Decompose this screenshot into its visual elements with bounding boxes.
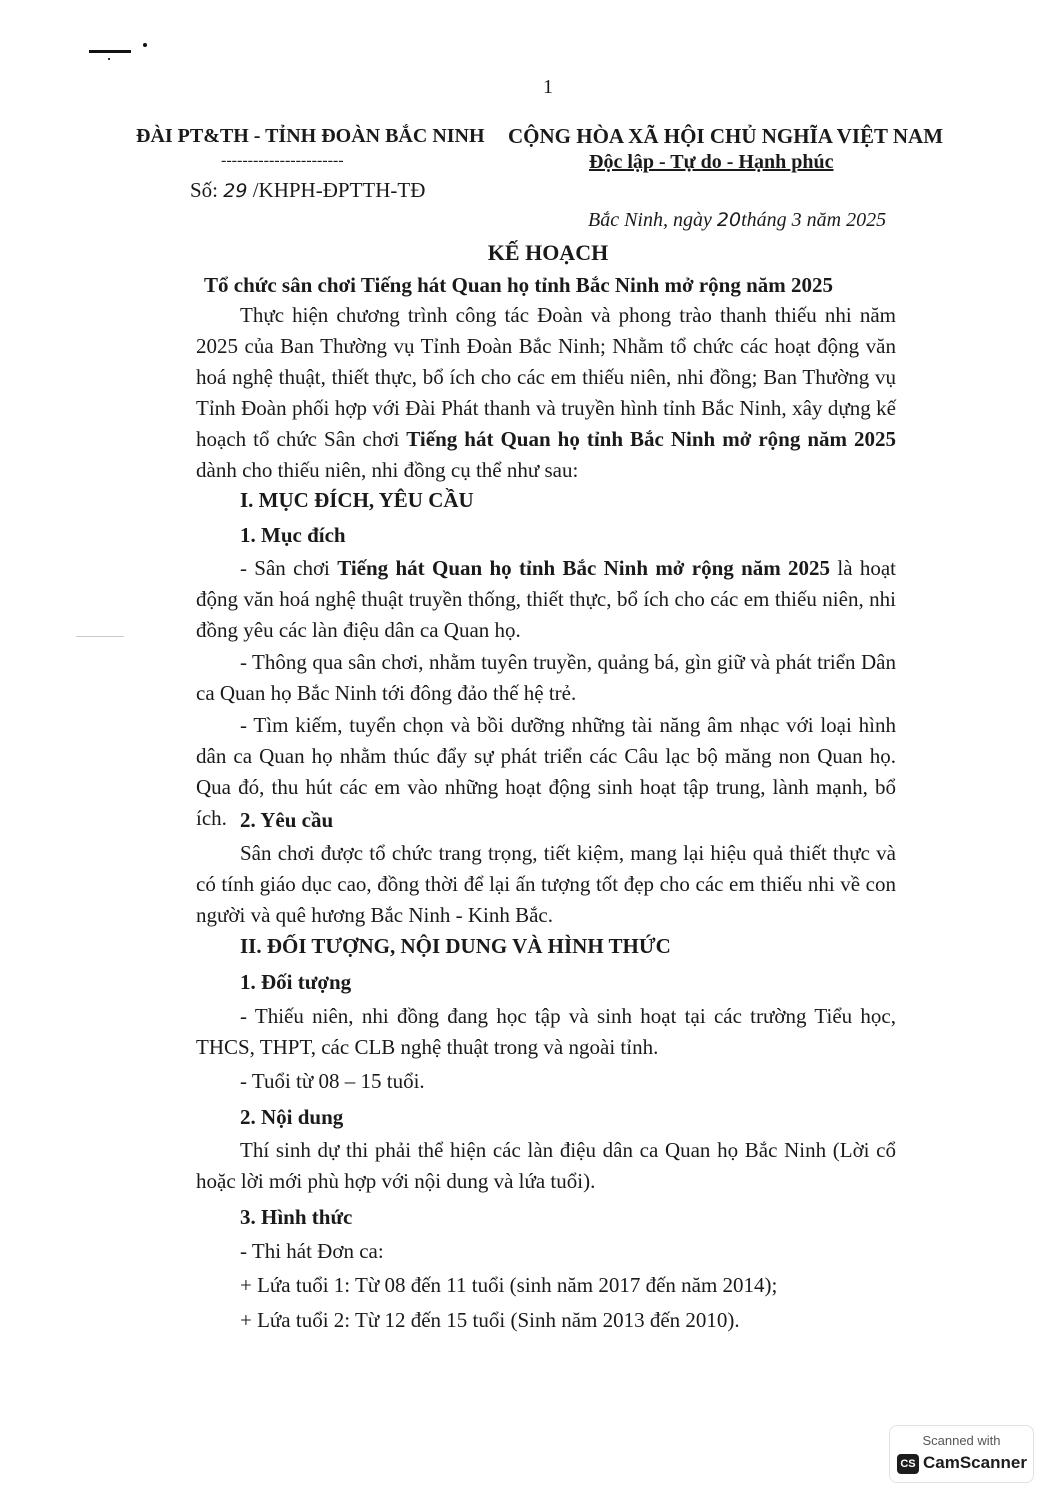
- date-suffix: tháng 3 năm 2025: [741, 209, 887, 231]
- doc-no-prefix: Số:: [190, 178, 219, 202]
- national-motto: Độc lập - Tự do - Hạnh phúc: [589, 151, 834, 173]
- scan-mark: [108, 58, 110, 60]
- camscanner-watermark: [889, 1425, 1034, 1483]
- form-paragraph-1: - Thi hát Đơn ca:: [240, 1239, 384, 1263]
- intro-text-1: Thực hiện chương trình công tác Đoàn và phong trào thanh thiếu nhi năm 2025 của Ban Thường vụ Tỉnh Đoàn Bắc Ninh; Nhằm tổ chức các hoạt động văn hoá nghệ thuật, thiết thực, bổ ích cho các em thiếu niên, nhi đồng; Ban Thường vụ Tỉnh Đoàn phối hợp với Đài Phát thanh và truyền hình tỉnh Bắc Ninh, xây dựng kế hoạch tổ chức Sân chơi: [196, 303, 896, 451]
- document-title: KẾ HOẠCH: [487, 240, 609, 265]
- scanned-with-label: Scanned with: [922, 1433, 1001, 1448]
- target-paragraph-1: - Thiếu niên, nhi đồng đang học tập và sinh hoạt tại các trường Tiểu học, THCS, THPT, các CLB nghệ thuật trong và ngoài tỉnh.: [196, 1004, 896, 1059]
- section-1-sub-1: 1. Mục đích: [240, 523, 346, 547]
- date-line: [588, 206, 886, 234]
- page-number: 1: [543, 76, 553, 98]
- section-2-sub-2: 2. Nội dung: [240, 1105, 344, 1129]
- form-paragraph-3: + Lứa tuổi 2: Từ 12 đến 15 tuổi (Sinh năm 2013 đến 2010).: [240, 1308, 740, 1332]
- form-paragraph-2: + Lứa tuổi 1: Từ 08 đến 11 tuổi (sinh năm 2017 đến năm 2014);: [240, 1273, 778, 1297]
- doc-no-handwritten: 29: [223, 180, 248, 202]
- intro-text-2: dành cho thiếu niên, nhi đồng cụ thể như sau:: [196, 458, 579, 482]
- intro-paragraph: [196, 300, 896, 486]
- camscanner-brand: CamScanner: [923, 1453, 1027, 1472]
- camscanner-logo-icon: CS: [897, 1454, 919, 1474]
- org-rule: -----------------------: [221, 152, 344, 169]
- scan-mark: [143, 43, 147, 47]
- doc-no-suffix: /KHPH-ĐPTTH-TĐ: [252, 178, 426, 202]
- document-subtitle: Tổ chức sân chơi Tiếng hát Quan họ tỉnh Bắc Ninh mở rộng năm 2025: [204, 273, 834, 297]
- content-paragraph: Thí sinh dự thi phải thể hiện các làn điệu dân ca Quan họ Bắc Ninh (Lời cổ hoặc lời mới phù hợp với nội dung và lứa tuổi).: [196, 1138, 896, 1193]
- section-2-heading: II. ĐỐI TƯỢNG, NỘI DUNG VÀ HÌNH THỨC: [240, 934, 671, 958]
- purpose-paragraph-2: - Thông qua sân chơi, nhằm tuyên truyền, quảng bá, gìn giữ và phát triển Dân ca Quan họ Bắc Ninh tới đông đảo thế hệ trẻ.: [196, 650, 896, 705]
- section-1-sub-2: 2. Yêu cầu: [240, 808, 334, 832]
- issuing-organization: ĐÀI PT&TH - TỈNH ĐOÀN BẮC NINH: [136, 125, 485, 147]
- document-number: [190, 176, 425, 205]
- date-prefix: Bắc Ninh, ngày: [588, 209, 712, 231]
- intro-text-bold: Tiếng hát Quan họ tỉnh Bắc Ninh mở rộng năm 2025: [406, 427, 897, 451]
- target-paragraph-2: - Tuổi từ 08 – 15 tuổi.: [240, 1069, 425, 1093]
- national-title: CỘNG HÒA XÃ HỘI CHỦ NGHĨA VIỆT NAM: [508, 124, 944, 148]
- section-2-sub-1: 1. Đối tượng: [240, 970, 352, 994]
- requirement-paragraph: Sân chơi được tổ chức trang trọng, tiết kiệm, mang lại hiệu quả thiết thực và có tính giáo dục cao, đồng thời để lại ấn tượng tốt đẹp cho các em thiếu nhi về con người và quê hương Bắc Ninh - Kinh Bắc.: [196, 841, 896, 927]
- purpose-paragraph-1: - Sân chơi Tiếng hát Quan họ tỉnh Bắc Ninh mở rộng năm 2025 là hoạt động văn hoá nghệ thuật truyền thống, thiết thực, bổ ích cho các em thiếu niên, nhi đồng yêu các làn điệu dân ca Quan họ.: [196, 556, 897, 642]
- section-2-sub-3: 3. Hình thức: [240, 1205, 353, 1229]
- date-day-handwritten: 20: [716, 209, 742, 231]
- purpose-paragraph-3: - Tìm kiếm, tuyển chọn và bồi dưỡng những tài năng âm nhạc với loại hình dân ca Quan họ nhằm thúc đẩy sự phát triển các Câu lạc bộ măng non Quan họ. Qua đó, thu hút các em vào những hoạt động sinh hoạt tập trung, lành mạnh, bổ ích.: [196, 713, 896, 830]
- section-1-heading: I. MỤC ĐÍCH, YÊU CẦU: [240, 488, 474, 512]
- scan-mark: [76, 636, 124, 637]
- scan-mark: [89, 50, 131, 53]
